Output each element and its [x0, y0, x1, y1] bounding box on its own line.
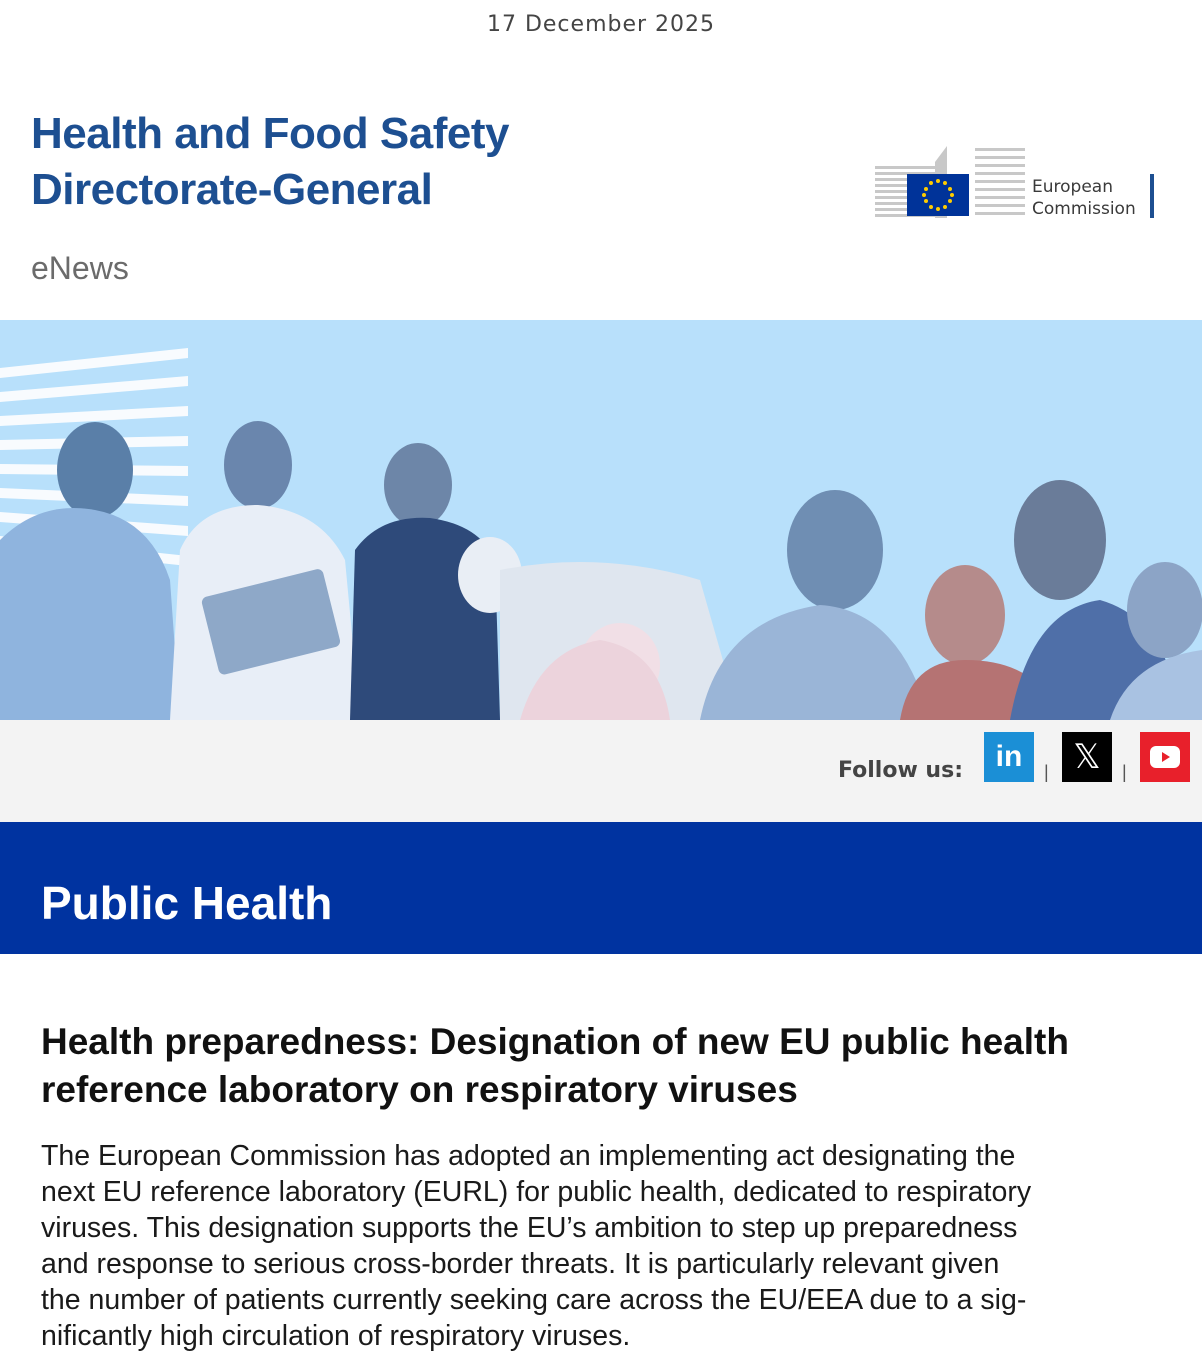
article-body-line: viruses. This designation supports the EU’s ambition to step up preparedness — [41, 1212, 1018, 1244]
logo-divider — [1150, 174, 1154, 218]
newsletter-subtitle: eNews — [31, 250, 129, 286]
article-body-line: The European Commission has adopted an implementing act designating the — [41, 1140, 1016, 1172]
newsletter-date: 17 December 2025 — [486, 12, 716, 37]
article-body-line: and response to serious cross-border threats. It is particularly relevant given — [41, 1248, 1000, 1280]
article-body-line: the number of patients currently seeking care across the EU/EEA due to a sig- — [41, 1284, 1027, 1316]
social-separator: | — [1122, 762, 1127, 782]
dg-title-line1: Health and Food Safety — [31, 109, 509, 158]
article-body-line: nificantly high circulation of respiratory viruses. — [41, 1320, 631, 1352]
article-title[interactable]: Health preparedness: Designation of new EU public health reference laboratory on respiratory viruses — [41, 1021, 1069, 1110]
social-separator: | — [1044, 762, 1049, 782]
section-title: Public Health — [41, 877, 333, 929]
x-twitter-icon[interactable]: 𝕏 — [1062, 732, 1112, 782]
hero-banner — [0, 320, 1202, 720]
linkedin-icon[interactable]: in — [984, 732, 1034, 782]
article-body-line: next EU reference laboratory (EURL) for public health, dedicated to respiratory — [41, 1176, 1032, 1208]
follow-us-label: Follow us: — [838, 758, 963, 783]
article-body — [41, 1138, 1171, 1354]
dg-title-line2: Directorate-General — [31, 165, 433, 214]
european-commission-wordmark: European Commission — [1032, 177, 1136, 219]
youtube-icon[interactable] — [1140, 732, 1190, 782]
hero-banner-image — [0, 320, 1202, 720]
dg-title — [31, 106, 509, 218]
